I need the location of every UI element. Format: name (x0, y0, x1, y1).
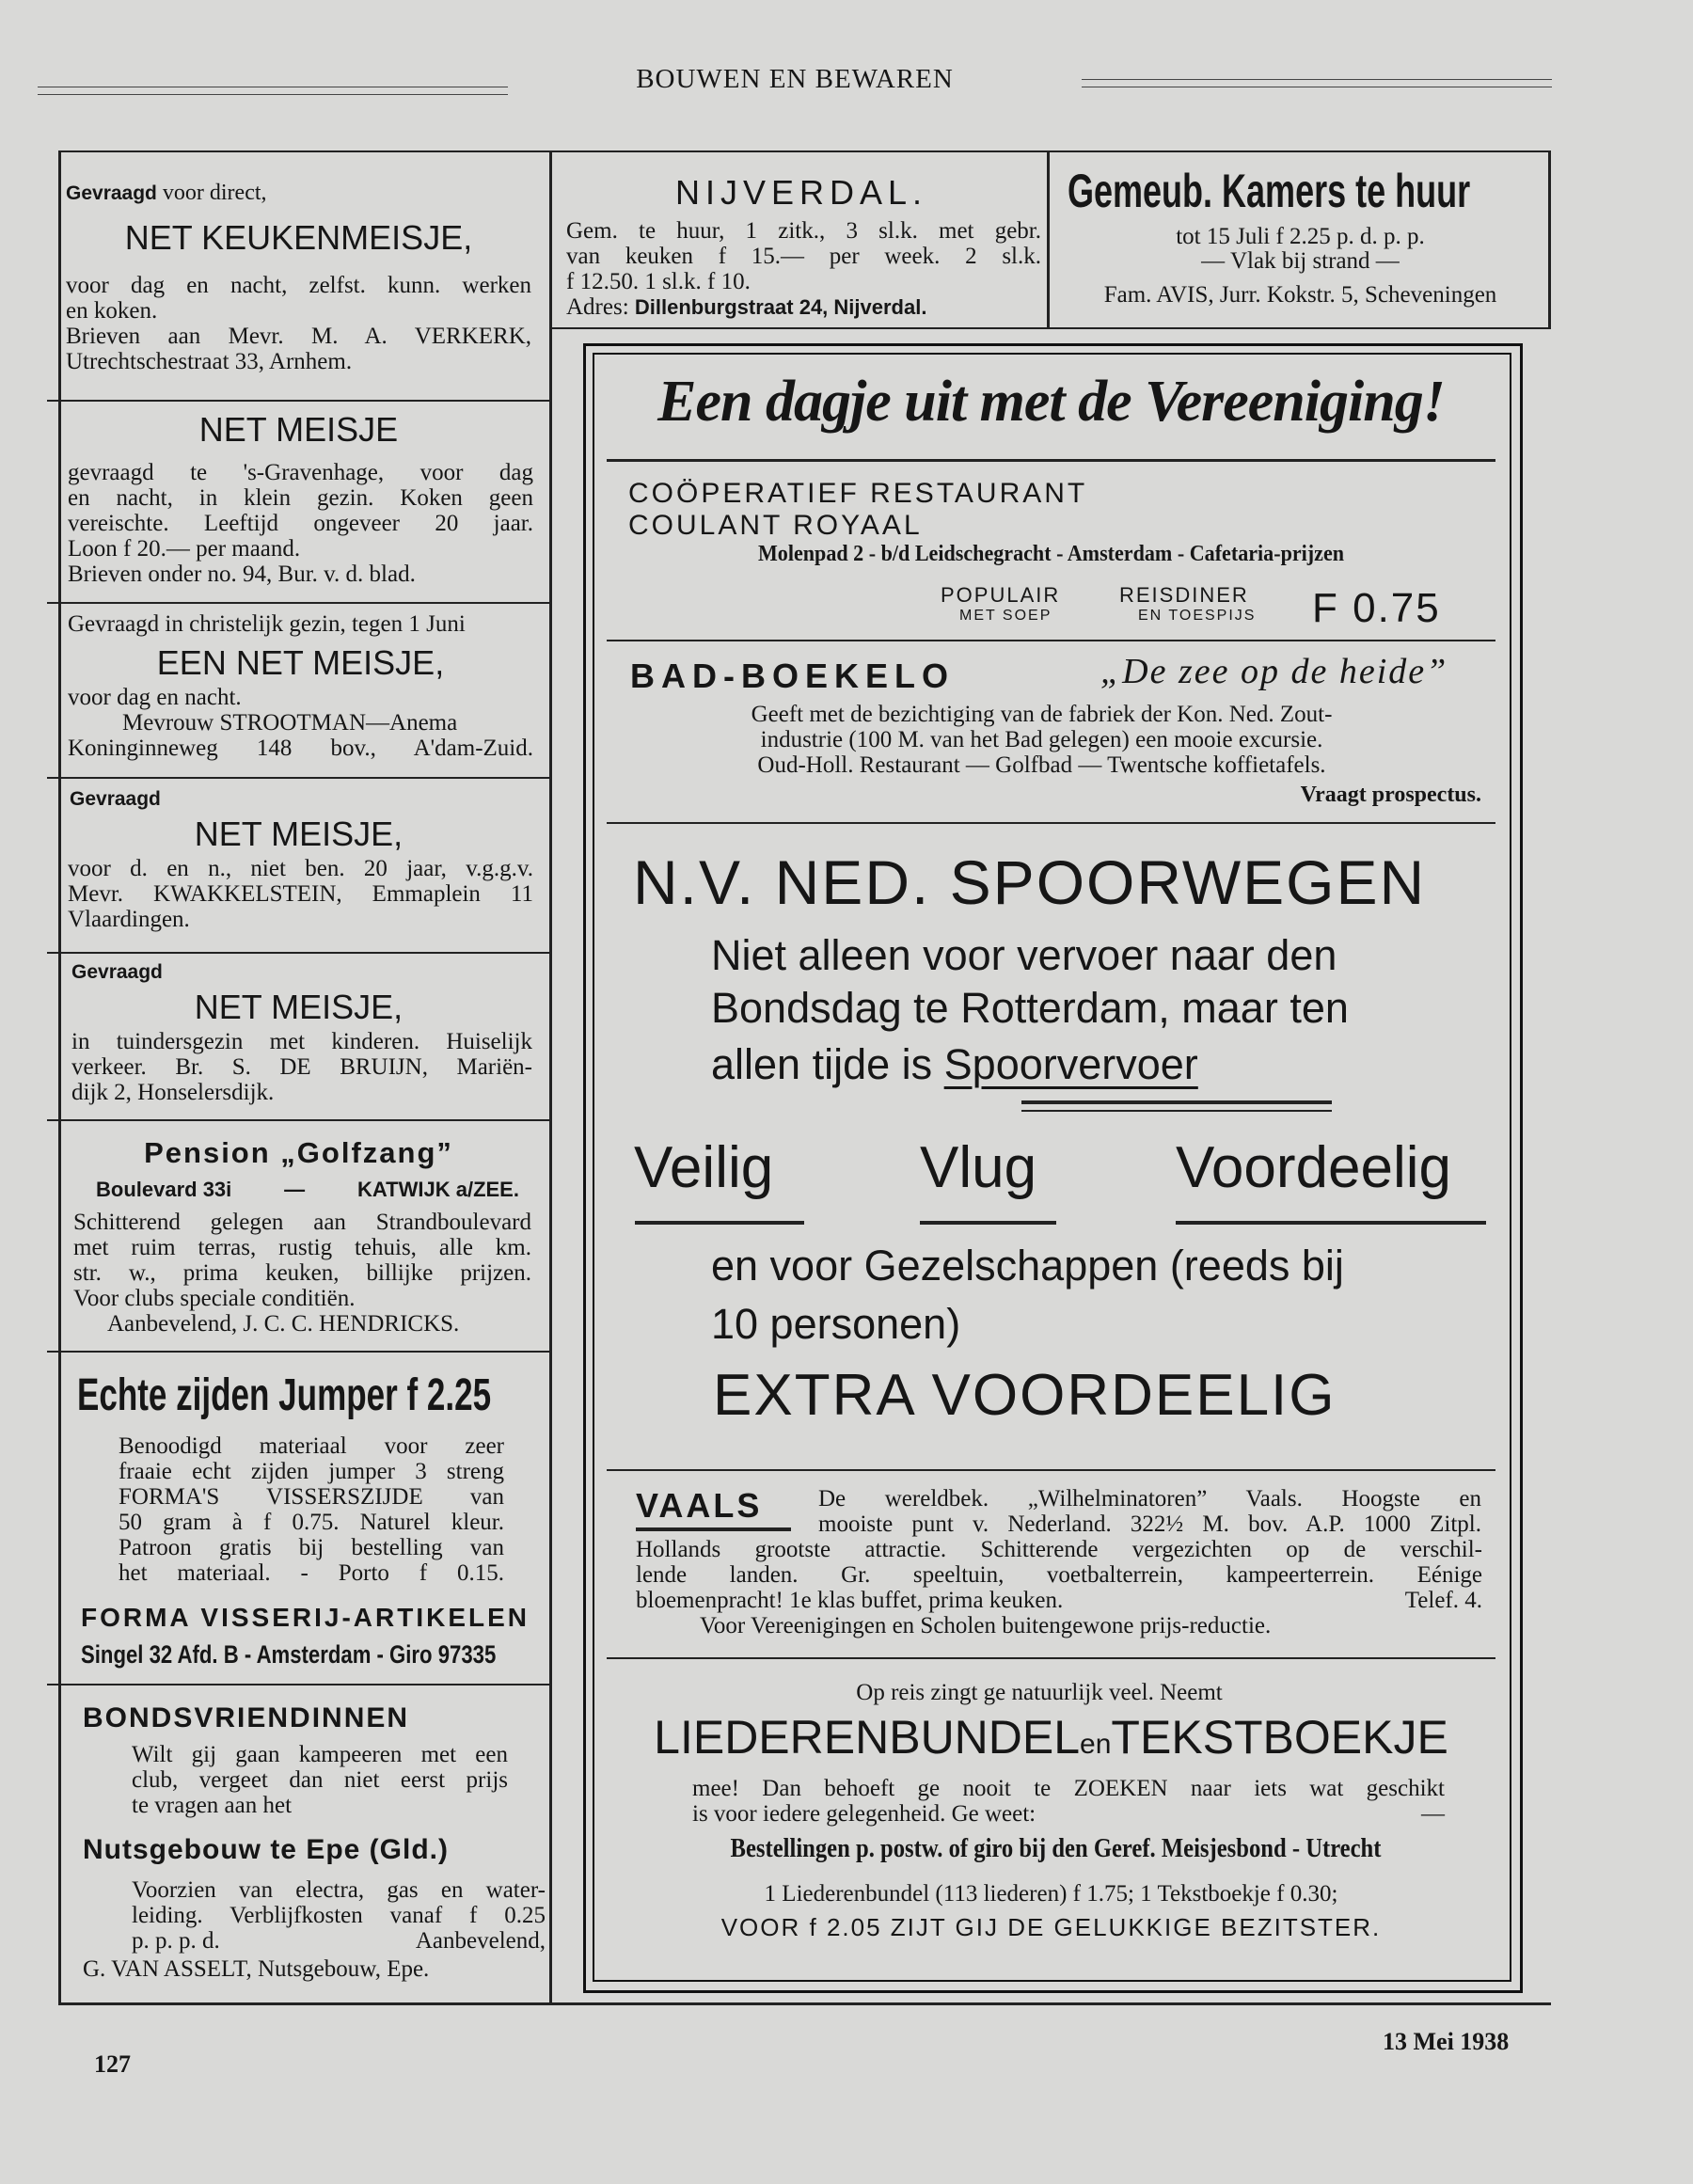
page-number: 127 (94, 2050, 131, 2078)
text-line: mee! Dan behoeft ge nooit te ZOEKEN naar iets wat geschikt (692, 1776, 1445, 1801)
restaurant-menu (941, 583, 1495, 640)
spoorwegen-line (711, 1040, 1198, 1089)
spoorwegen-line: 10 personen) (711, 1300, 961, 1348)
boekelo-slogan: „De zee op de heide” (1100, 652, 1448, 691)
text-line (132, 1928, 546, 1954)
rule (1021, 1100, 1332, 1104)
text-line: voor d. en n., niet ben. 20 jaar, v.g.g.v. (68, 856, 533, 881)
text-line: voor dag en nacht. (68, 685, 242, 710)
text-line: lende landen. Gr. speeltuin, voetbalterrein, kampeerterrein. Eénige (636, 1562, 1482, 1588)
text-fragment: Telef. 4. (1404, 1588, 1482, 1613)
text-line: f 12.50. 1 sl.k. f 10. (566, 269, 751, 294)
divider (47, 1351, 550, 1353)
liederen-order: Bestellingen p. postw. of giro bij den Geref. Meisjesbond - Utrecht (730, 1834, 1382, 1863)
ad-title: NIJVERDAL. (674, 173, 928, 212)
text-line: te vragen aan het (132, 1793, 293, 1818)
ad-body (68, 460, 533, 587)
column-divider (549, 150, 552, 2003)
text-line: en koken. (66, 298, 158, 324)
divider (47, 1119, 550, 1121)
text-line: Hollands grootste attractie. Schitterende vergezichten op de verschil- (636, 1537, 1482, 1562)
text-line: van keuken f 15.— per week. 2 sl.k. (566, 244, 1041, 269)
ad-title: Gemeub. Kamers te huur (1068, 165, 1471, 217)
text-line: club, vergeet dan niet eerst prijs (132, 1767, 508, 1793)
menu-met-soep: MET SOEP (959, 608, 1052, 624)
ad-title: EEN NET MEISJE, (156, 643, 445, 682)
text-fragment: p. p. p. d. (132, 1928, 220, 1954)
text-fragment: is voor iedere gelegenheid. Ge weet: (692, 1801, 1036, 1827)
text-line: gevraagd te 's-Gravenhage, voor dag (68, 460, 533, 485)
rule (1021, 1110, 1332, 1112)
spoorwegen-extra: EXTRA VOORDEELIG (713, 1363, 1337, 1428)
text-line: Vlaardingen. (68, 907, 190, 932)
divider (607, 822, 1495, 824)
text-line: mooiste punt v. Nederland. 322½ M. bov. A.P. 1000 Zitpl. (818, 1511, 1481, 1537)
vaals-body (636, 1537, 1482, 1638)
text-line: Loon f 20.— per maand. (68, 536, 301, 562)
text-line: 50 gram à f 0.75. Naturel kleur. (119, 1510, 504, 1535)
address-label: Adres: (566, 294, 629, 320)
text-line: Brieven onder no. 94, Bur. v. d. blad. (68, 562, 416, 587)
frame-right-top (1548, 150, 1551, 329)
text-line: Benoodigd materiaal voor zeer (119, 1433, 504, 1459)
menu-reisdiner: REISDINER (1119, 583, 1249, 607)
ad-title: NET MEISJE (198, 410, 399, 449)
ad-address: Singel 32 Afd. B - Amsterdam - Giro 97335 (81, 1640, 497, 1669)
ad-body (566, 218, 1041, 320)
ad-body (66, 273, 531, 374)
address: Dillenburgstraat 24, Nijverdal. (634, 295, 927, 319)
ad-title: NET KEUKENMEISJE, (124, 218, 473, 257)
ad-body (71, 1029, 532, 1105)
vaals-title: VAALS (636, 1486, 763, 1525)
restaurant-line2: COULANT ROYAAL (628, 510, 923, 541)
ad-keukenmeisje (66, 181, 531, 206)
divider (47, 602, 550, 604)
header-rule-right (1082, 79, 1552, 87)
spoorwegen-word-voordeelig: Voordeelig (1176, 1135, 1452, 1200)
menu-populair: POPULAIR (941, 583, 1061, 607)
text-line: in tuindersgezin met kinderen. Huiselijk (71, 1029, 532, 1054)
text-line: Gem. te huur, 1 zitk., 3 sl.k. met gebr. (566, 218, 1041, 244)
text-line (692, 1801, 1445, 1827)
text-line: verkeer. Br. S. DE BRUIJN, Mariën- (71, 1054, 532, 1080)
ad-body (119, 1433, 504, 1586)
text-line: Utrechtschestraat 33, Arnhem. (66, 349, 353, 374)
rule (1176, 1221, 1486, 1225)
text-line: en nacht, in klein gezin. Koken geen (68, 485, 533, 511)
text-line: industrie (100 M. van het Bad gelegen) een mooie excursie. (760, 727, 1323, 752)
ad-subtitle: Nutsgebouw te Epe (Gld.) (83, 1834, 449, 1865)
text-line: het materiaal. - Porto f 0.15. (119, 1560, 504, 1586)
ad-address (96, 1178, 519, 1202)
ad-title: BONDSVRIENDINNEN (83, 1702, 410, 1733)
liederen-body (692, 1776, 1445, 1827)
text-line: Schitterend gelegen aan Strandboulevard (73, 1210, 531, 1235)
divider (47, 952, 550, 954)
ad-title: Pension „Golfzang” (144, 1136, 453, 1169)
text-line: Patroon gratis bij bestelling van (119, 1535, 504, 1560)
divider (552, 327, 1549, 329)
ad-line: — Vlak bij strand — (1201, 248, 1400, 274)
text-line (566, 294, 1041, 320)
text-line: Voor clubs speciale conditiën. (73, 1286, 356, 1311)
ad-body (68, 685, 533, 761)
boekelo-title: BAD-BOEKELO (630, 657, 955, 695)
text-line: dijk 2, Honselersdijk. (71, 1080, 275, 1105)
text-line: voor dag en nacht, zelfst. kunn. werken (66, 273, 531, 298)
divider (47, 777, 550, 779)
menu-en-toespijs: EN TOESPIJS (1138, 608, 1257, 624)
text-line: str. w., prima keuken, billijke prijzen. (73, 1260, 531, 1286)
text-line: Wilt gij gaan kampeeren met een (132, 1742, 508, 1767)
ad-line: tot 15 Juli f 2.25 p. d. p. p. (1176, 224, 1425, 249)
divider (47, 400, 550, 402)
title-part: LIEDERENBUNDEL (654, 1711, 1081, 1764)
ad-intro: Gevraagd voor direct, (66, 181, 267, 205)
address-street: Boulevard 33i (96, 1178, 232, 1201)
divider (607, 640, 1495, 641)
ad-company: FORMA VISSERIJ-ARTIKELEN (81, 1603, 530, 1632)
column-divider (1047, 152, 1050, 329)
text-line: leiding. Verblijfkosten vanaf f 0.25 (132, 1903, 546, 1928)
spoorwegen-word-vlug: Vlug (920, 1135, 1037, 1200)
text-line: Geeft met de bezichtiging van de fabriek der Kon. Ned. Zout- (751, 702, 1333, 727)
divider (607, 1469, 1495, 1471)
text-fragment: allen tijde is (711, 1040, 933, 1088)
ad-body (68, 856, 533, 932)
liederen-title (607, 1710, 1495, 1765)
headline: Een dagje uit met de Vereeniging! (657, 370, 1445, 434)
text-line: Voor Vereenigingen en Scholen buitengewone prijs-reductie. (700, 1613, 1272, 1638)
spoorwegen-line: en voor Gezelschappen (reeds bij (711, 1242, 1344, 1290)
rule (636, 1527, 791, 1531)
ad-intro: Gevraagd (70, 788, 161, 810)
divider (47, 1684, 550, 1685)
text-line: Aanbevelend, J. C. C. HENDRICKS. (107, 1311, 460, 1337)
address-city: KATWIJK a/ZEE. (357, 1178, 519, 1201)
text-fragment: — (1421, 1801, 1445, 1827)
frame-left (58, 150, 61, 2005)
text-fragment: Spoorvervoer (943, 1040, 1198, 1088)
text-line: vereischte. Leeftijd ongeveer 20 jaar. (68, 511, 533, 536)
rule (635, 1221, 804, 1225)
text-line: De wereldbek. „Wilhelminatoren” Vaals. Hoogste en (818, 1486, 1481, 1511)
liederen-line: Op reis zingt ge natuurlijk veel. Neemt (856, 1680, 1223, 1705)
text-line: FORMA'S VISSERSZIJDE van (119, 1484, 504, 1510)
menu-price: F 0.75 (1312, 585, 1441, 631)
text-line: Voorzien van electra, gas en water- (132, 1877, 546, 1903)
ad-intro: Gevraagd (71, 961, 163, 983)
boekelo-body (611, 702, 1472, 778)
title-en: en (1080, 1729, 1112, 1760)
title-part: TEKSTBOEKJE (1111, 1711, 1448, 1764)
text-line: Koninginneweg 148 bov., A'dam-Zuid. (68, 736, 533, 761)
ad-line: Fam. AVIS, Jurr. Kokstr. 5, Scheveningen (1103, 282, 1497, 308)
text-line: met ruim terras, rustig tehuis, alle km. (73, 1235, 531, 1260)
header-rule-left (38, 87, 508, 95)
ad-body (132, 1742, 508, 1818)
frame-bottom (58, 2002, 1551, 2005)
text-fragment: Aanbevelend, (415, 1928, 546, 1954)
text-line (636, 1588, 1482, 1613)
divider (607, 1657, 1495, 1659)
frame-top (58, 150, 1551, 152)
ad-body (132, 1877, 546, 1954)
issue-date: 13 Mei 1938 (1383, 2028, 1510, 2055)
restaurant-line1: COÖPERATIEF RESTAURANT (628, 478, 1088, 509)
ad-body (73, 1210, 531, 1337)
restaurant-address: Molenpad 2 - b/d Leidschegracht - Amsterdam - Cafetaria-prijzen (757, 542, 1345, 566)
spoorwegen-title: N.V. NED. SPOORWEGEN (633, 847, 1427, 917)
text-line: Brieven aan Mevr. M. A. VERKERK, (66, 324, 531, 349)
spoorwegen-line: Niet alleen voor vervoer naar den (711, 931, 1337, 979)
ad-title: NET MEISJE, (194, 988, 403, 1026)
rule (920, 1221, 1056, 1225)
ad-signature: G. VAN ASSELT, Nutsgebouw, Epe. (83, 1956, 430, 1982)
ad-intro: Gevraagd in christelijk gezin, tegen 1 Juni (68, 611, 466, 637)
ad-title: Echte zijden Jumper f 2.25 (77, 1370, 492, 1420)
running-head: BOUWEN EN BEWAREN (636, 64, 954, 94)
text-line: fraaie echt zijden jumper 3 streng (119, 1459, 504, 1484)
text-line: Mevr. KWAKKELSTEIN, Emmaplein 11 (68, 881, 533, 907)
spoorwegen-word-veilig: Veilig (634, 1135, 774, 1200)
address-dash: — (284, 1178, 306, 1201)
text-fragment: bloemenpracht! 1e klas buffet, prima keuken. (636, 1588, 1064, 1613)
text-line: Oud-Holl. Restaurant — Golfbad — Twentsche koffietafels. (757, 752, 1326, 778)
spoorwegen-line: Bondsdag te Rotterdam, maar ten (711, 984, 1349, 1032)
ad-title: NET MEISJE, (194, 815, 403, 853)
text-line: Mevrouw STROOTMAN—Anema (122, 710, 458, 736)
liederen-price: VOOR f 2.05 ZIJT GIJ DE GELUKKIGE BEZITSTER. (720, 1913, 1382, 1941)
divider (607, 459, 1495, 462)
boekelo-prospectus: Vraagt prospectus. (1300, 783, 1481, 807)
vaals-side (818, 1486, 1481, 1537)
liederen-line: 1 Liederenbundel (113 liederen) f 1.75; 1 Tekstboekje f 0.30; (764, 1881, 1338, 1907)
